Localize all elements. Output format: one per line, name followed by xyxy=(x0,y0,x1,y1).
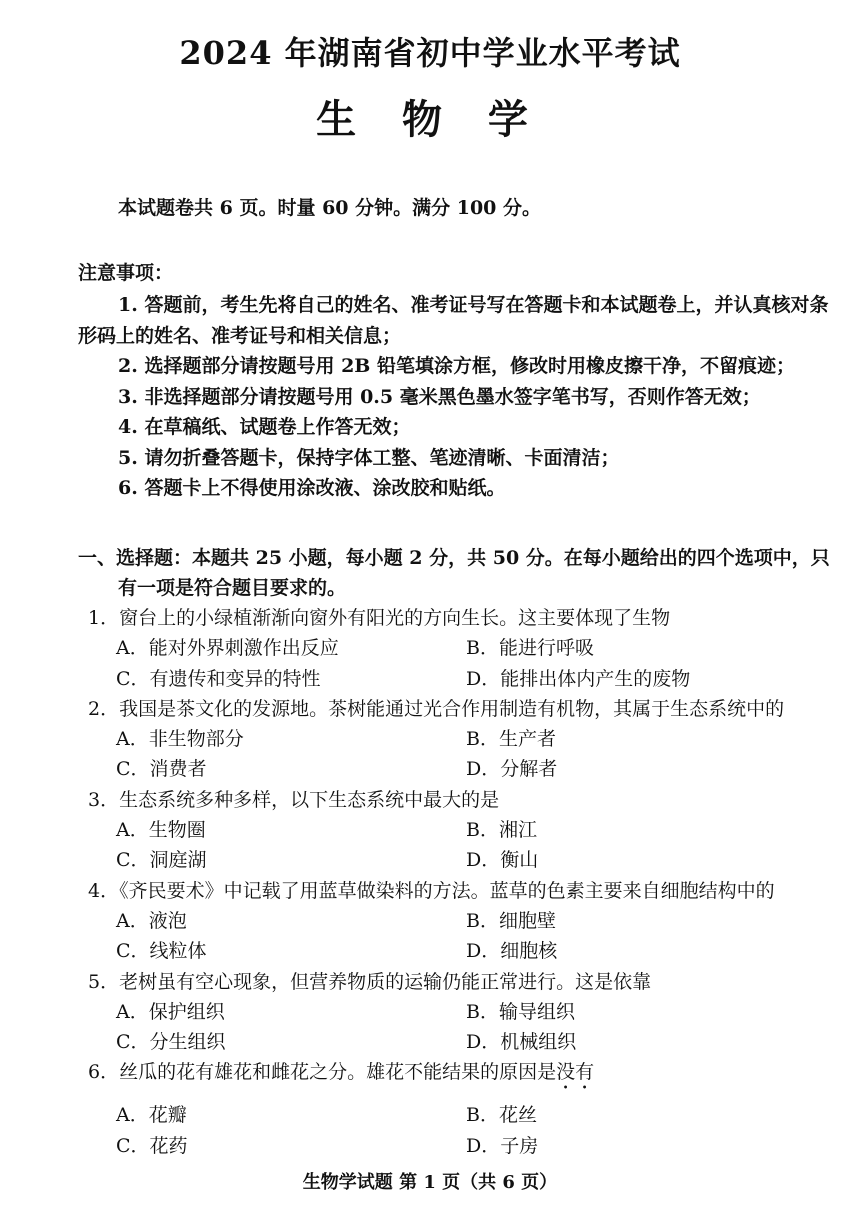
option-a: A．液泡 xyxy=(116,909,187,932)
question-options xyxy=(88,906,828,967)
notice-item-1: 1. 答题前，考生先将自己的姓名、准考证号写在答题卡和本试题卷上，并认真核对条形码上的姓名、准考证号和相关信息； xyxy=(78,294,829,347)
option-d: D．分解者 xyxy=(466,758,558,781)
question-options xyxy=(88,724,828,785)
question-options xyxy=(88,633,828,694)
notice-item-5: 5. 请勿折叠答题卡，保持字体工整、笔迹清晰、卡面清洁； xyxy=(118,446,620,469)
option-c: C．花药 xyxy=(116,1134,188,1157)
option-a: A．花瓣 xyxy=(116,1104,187,1127)
option-d: D．子房 xyxy=(466,1134,539,1157)
option-b: B．细胞壁 xyxy=(466,909,556,932)
option-a: A．保护组织 xyxy=(116,1000,225,1023)
question-stem xyxy=(88,1057,828,1094)
question-stem: 3．生态系统多种多样，以下生态系统中最大的是 xyxy=(88,788,500,811)
subject-title: 生 物 学 xyxy=(316,96,544,143)
page-footer: 生物学试题 第 1 页（共 6 页） xyxy=(302,1172,558,1193)
question-1 xyxy=(88,603,828,694)
option-b: B．湘江 xyxy=(466,819,537,842)
question-stem-main: 6．丝瓜的花有雄花和雌花之分。雄花不能结果的原因是 xyxy=(88,1061,557,1084)
question-options xyxy=(88,1100,828,1161)
question-6 xyxy=(88,1057,828,1161)
section-heading xyxy=(78,543,838,603)
question-2 xyxy=(88,694,828,785)
option-a: A．能对外界刺激作出反应 xyxy=(116,637,339,660)
notice-heading: 注意事项： xyxy=(78,262,174,284)
option-c: C．洞庭湖 xyxy=(116,849,207,872)
option-d: D．能排出体内产生的废物 xyxy=(466,667,691,690)
notice-item-3: 3. 非选择题部分请按题号用 0.5 毫米黑色墨水签字笔书写，否则作答无效； xyxy=(118,385,761,408)
question-options xyxy=(88,997,828,1058)
notice-item-2: 2. 选择题部分请按题号用 2B 铅笔填涂方框，修改时用橡皮擦干净，不留痕迹； xyxy=(118,355,795,377)
option-d: D．衡山 xyxy=(466,849,539,872)
option-b: B．能进行呼吸 xyxy=(466,637,594,660)
option-d: D．细胞核 xyxy=(466,940,558,963)
question-options xyxy=(88,815,828,876)
option-a: A．生物圈 xyxy=(116,819,206,842)
question-4 xyxy=(88,876,828,967)
emphasized-text: 没有 xyxy=(556,1061,595,1084)
option-c: C．有遗传和变异的特性 xyxy=(116,667,321,690)
question-list xyxy=(88,603,828,1161)
section-heading-line1: 一、选择题：本题共 25 小题，每小题 2 分，共 50 分。在每小题给出的四个选项中，只 xyxy=(78,547,830,569)
question-5 xyxy=(88,967,828,1058)
exam-info: 本试题卷共 6 页。时量 60 分钟。满分 100 分。 xyxy=(118,197,542,219)
question-stem: 4．《齐民要术》中记载了用蓝草做染料的方法。蓝草的色素主要来自细胞结构中的 xyxy=(88,879,775,902)
option-d: D．机械组织 xyxy=(466,1031,577,1054)
option-c: C．消费者 xyxy=(116,758,207,781)
exam-title: 2024 年湖南省初中学业水平考试 xyxy=(179,34,681,72)
notice-item-4: 4. 在草稿纸、试题卷上作答无效； xyxy=(118,416,411,438)
question-3 xyxy=(88,785,828,876)
notice-list xyxy=(78,290,838,504)
question-stem: 1．窗台上的小绿植渐渐向窗外有阳光的方向生长。这主要体现了生物 xyxy=(88,607,671,629)
option-b: B．花丝 xyxy=(466,1104,537,1127)
option-c: C．分生组织 xyxy=(116,1031,226,1054)
option-a: A．非生物部分 xyxy=(116,728,244,751)
option-b: B．生产者 xyxy=(466,728,556,751)
notice-item-6: 6. 答题卡上不得使用涂改液、涂改胶和贴纸。 xyxy=(118,477,506,499)
section-heading-line2: 有一项是符合题目要求的。 xyxy=(118,577,347,599)
option-b: B．输导组织 xyxy=(466,1000,575,1023)
question-stem: 5．老树虽有空心现象，但营养物质的运输仍能正常进行。这是依靠 xyxy=(88,970,652,993)
option-c: C．线粒体 xyxy=(116,940,207,963)
question-stem: 2．我国是茶文化的发源地。茶树能通过光合作用制造有机物，其属于生态系统中的 xyxy=(88,697,785,720)
